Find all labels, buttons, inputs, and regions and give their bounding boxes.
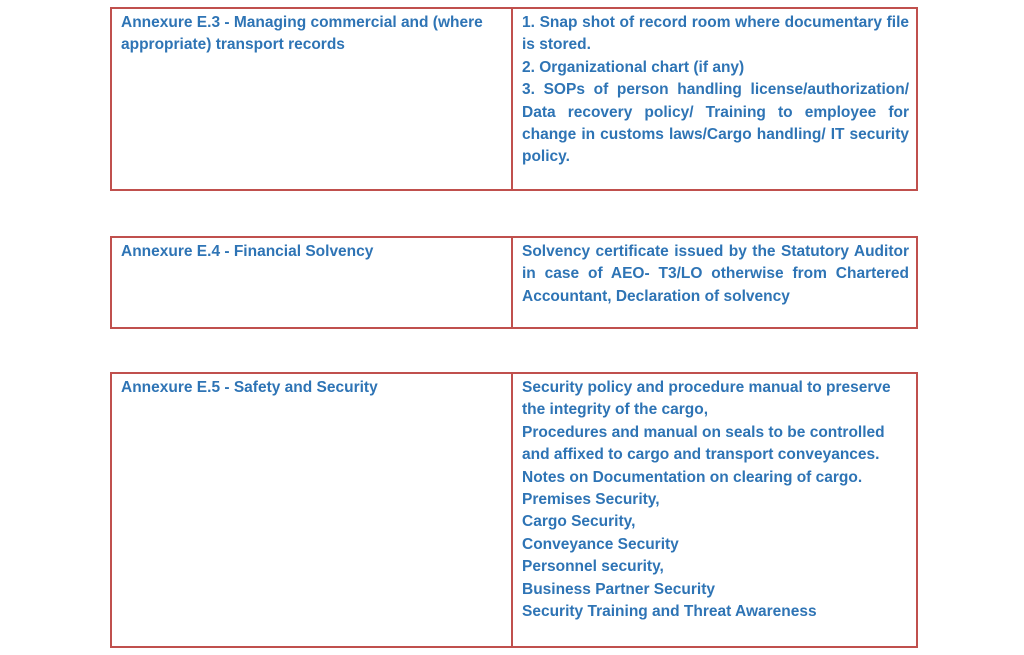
annexure-e5-table (110, 372, 918, 648)
annexure-e4-table (110, 236, 918, 329)
annexure-e3-table (110, 7, 918, 191)
document-item: Premises Security, (522, 491, 660, 509)
annexure-e3-title: Annexure E.3 - Managing commercial and (where appropriate) transport records (112, 9, 513, 189)
annexure-e5-documents (513, 374, 916, 646)
document-item: Security policy and procedure manual to preserve the integrity of the cargo, (522, 379, 891, 419)
document-item: 1. Snap shot of record room where documentary file is stored. (522, 14, 909, 54)
document-item: Notes on Documentation on clearing of cargo. (522, 468, 863, 486)
document-item: Business Partner Security (522, 580, 715, 598)
document-item: Solvency certificate issued by the Statutory Auditor in case of AEO- T3/LO otherwise from Chartered Accountant, Declaration of solvency (522, 243, 909, 305)
document-item: Conveyance Security (522, 535, 679, 553)
document-item: 2. Organizational chart (if any) (522, 58, 745, 76)
annexure-e4-title: Annexure E.4 - Financial Solvency (112, 238, 513, 327)
document-item: Security Training and Threat Awareness (522, 603, 817, 621)
annexure-e5-title: Annexure E.5 - Safety and Security (112, 374, 513, 646)
document-item: Personnel security, (522, 558, 664, 576)
document-item: Cargo Security, (522, 513, 636, 531)
annexure-e4-documents (513, 238, 916, 327)
annexure-e3-documents (513, 9, 916, 189)
document-item: 3. SOPs of person handling license/authorization/ Data recovery policy/ Training to employee for change in customs laws/Cargo handling/ IT security policy. (522, 81, 909, 166)
document-item: Procedures and manual on seals to be controlled and affixed to cargo and transport conveyances. (522, 423, 885, 464)
